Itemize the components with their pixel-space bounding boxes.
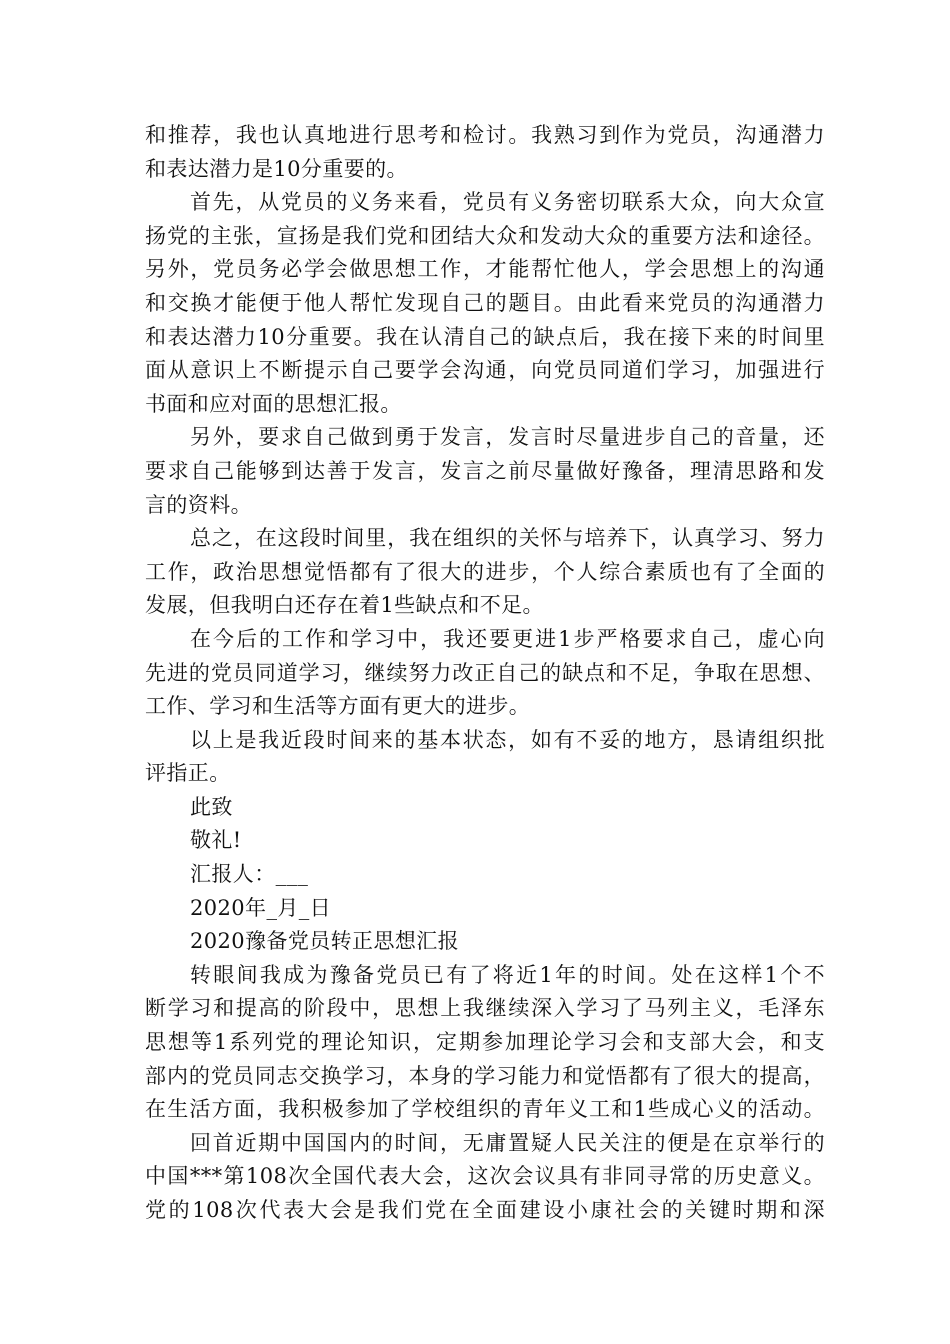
text-line: 要求自己能够到达善于发言，发言之前尽量做好豫备，理清思路和发 xyxy=(145,458,825,483)
text-line: 和推荐，我也认真地进行思考和检讨。我熟习到作为党员，沟通潜力 xyxy=(145,123,825,147)
text-line: 在今后的工作和学习中，我还要更进1步严格要求自己，虚心向 xyxy=(190,626,825,651)
text-line: 汇报人：___ xyxy=(190,862,309,887)
text-line: 在生活方面，我积极参加了学校组织的青年义工和1些成心义的活动。 xyxy=(145,1097,825,1122)
text-line: 和表达潜力10分重要。我在认清自己的缺点后，我在接下来的时间里 xyxy=(145,324,825,349)
text-line: 总之，在这段时间里，我在组织的关怀与培养下，认真学习、努力 xyxy=(190,526,825,551)
text-line: 中国***第108次全国代表大会，这次会议具有非同寻常的历史意义。 xyxy=(145,1164,825,1189)
text-line: 此致 xyxy=(190,794,233,819)
text-line: 和表达潜力是10分重要的。 xyxy=(145,156,408,181)
text-line: 发展，但我明白还存在着1些缺点和不足。 xyxy=(145,593,544,618)
text-line: 另外，党员务必学会做思想工作，才能帮忙他人，学会思想上的沟通 xyxy=(145,257,825,282)
text-line: 党的108次代表大会是我们党在全面建设小康社会的关键时期和深 xyxy=(145,1198,825,1222)
text-line: 言的资料。 xyxy=(145,492,252,517)
text-line: 转眼间我成为豫备党员已有了将近1年的时间。处在这样1个不 xyxy=(190,962,825,987)
text-line: 以上是我近段时间来的基本状态，如有不妥的地方，恳请组织批 xyxy=(190,727,825,752)
text-line: 敬礼! xyxy=(190,828,242,853)
text-line: 书面和应对面的思想汇报。 xyxy=(145,391,402,416)
text-line: 先进的党员同道学习，继续努力改正自己的缺点和不足，争取在思想、 xyxy=(145,660,825,685)
text-line: 2020年_月_日 xyxy=(190,895,332,920)
text-line: 回首近期中国国内的时间，无庸置疑人民关注的便是在京举行的 xyxy=(190,1130,825,1155)
document-body xyxy=(145,119,825,1228)
text-line: 思想等1系列党的理论知识，定期参加理论学习会和支部大会，和支 xyxy=(145,1030,825,1055)
text-line: 工作、学习和生活等方面有更大的进步。 xyxy=(145,694,531,719)
text-line: 扬党的主张，宣扬是我们党和团结大众和发动大众的重要方法和途径。 xyxy=(145,223,825,248)
text-line: 部内的党员同志交换学习，本身的学习能力和觉悟都有了很大的提高， xyxy=(145,1063,825,1088)
text-line: 首先，从党员的义务来看，党员有义务密切联系大众，向大众宣 xyxy=(190,190,825,215)
text-line: 评指正。 xyxy=(145,761,231,786)
text-line: 断学习和提高的阶段中，思想上我继续深入学习了马列主义，毛泽东 xyxy=(145,996,825,1021)
text-line: 和交换才能便于他人帮忙发现自己的题目。由此看来党员的沟通潜力 xyxy=(145,290,825,315)
text-line: 面从意识上不断提示自己要学会沟通，向党员同道们学习，加强进行 xyxy=(145,358,825,383)
text-line: 另外，要求自己做到勇于发言，发言时尽量进步自己的音量，还 xyxy=(190,425,825,450)
text-line: 工作，政治思想觉悟都有了很大的进步，个人综合素质也有了全面的 xyxy=(145,559,825,584)
text-line: 2020豫备党员转正思想汇报 xyxy=(190,929,460,954)
